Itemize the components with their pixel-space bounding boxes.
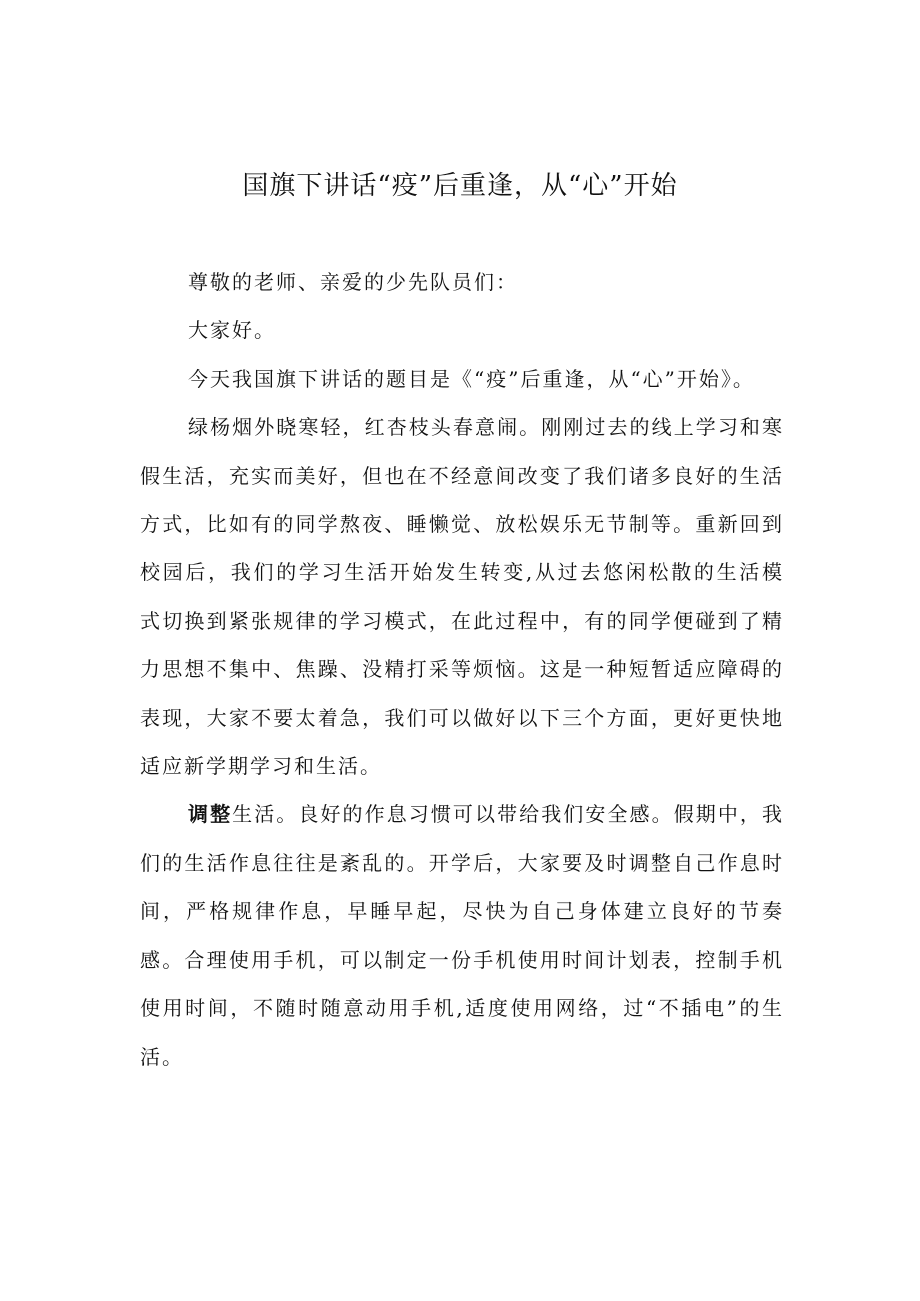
document-body	[140, 258, 784, 1081]
greeting-paragraph: 尊敬的老师、亲爱的少先队员们：	[188, 270, 518, 294]
body-paragraph-2	[140, 790, 784, 1080]
intro-paragraph: 今天我国旗下讲话的题目是《“疫”后重逢，从“心”开始》。	[188, 366, 755, 391]
paragraph-2-lead: 调整	[188, 802, 233, 827]
hello-paragraph: 大家好。	[188, 318, 276, 343]
paragraph-2-text: 生活。良好的作息习惯可以带给我们安全感。假期中，我们的生活作息往往是紊乱的。开学后，大家要及时调整自己作息时间，严格规律作息，早睡早起，尽快为自己身体建立良好的节奏感。合理使用手机，可以制定一份手机使用时间计划表，控制手机使用时间，不随时随意动用手机,适度使用网络，过“不插电”的生活。	[140, 802, 785, 1069]
document-title: 国旗下讲话“疫”后重逢，从“心”开始	[242, 171, 678, 201]
body-paragraph-1: 绿杨烟外晓寒轻，红杏枝头春意闹。刚刚过去的线上学习和寒假生活，充实而美好，但也在不经意间改变了我们诸多良好的生活方式，比如有的同学熬夜、睡懒觉、放松娱乐无节制等。重新回到校园后，我们的学习生活开始发生转变,从过去悠闲松散的生活模式切换到紧张规律的学习模式，在此过程中，有的同学便碰到了精力思想不集中、焦躁、没精打采等烦恼。这是一种短暂适应障碍的表现，大家不要太着急，我们可以做好以下三个方面，更好更快地适应新学期学习和生活。	[140, 415, 784, 779]
